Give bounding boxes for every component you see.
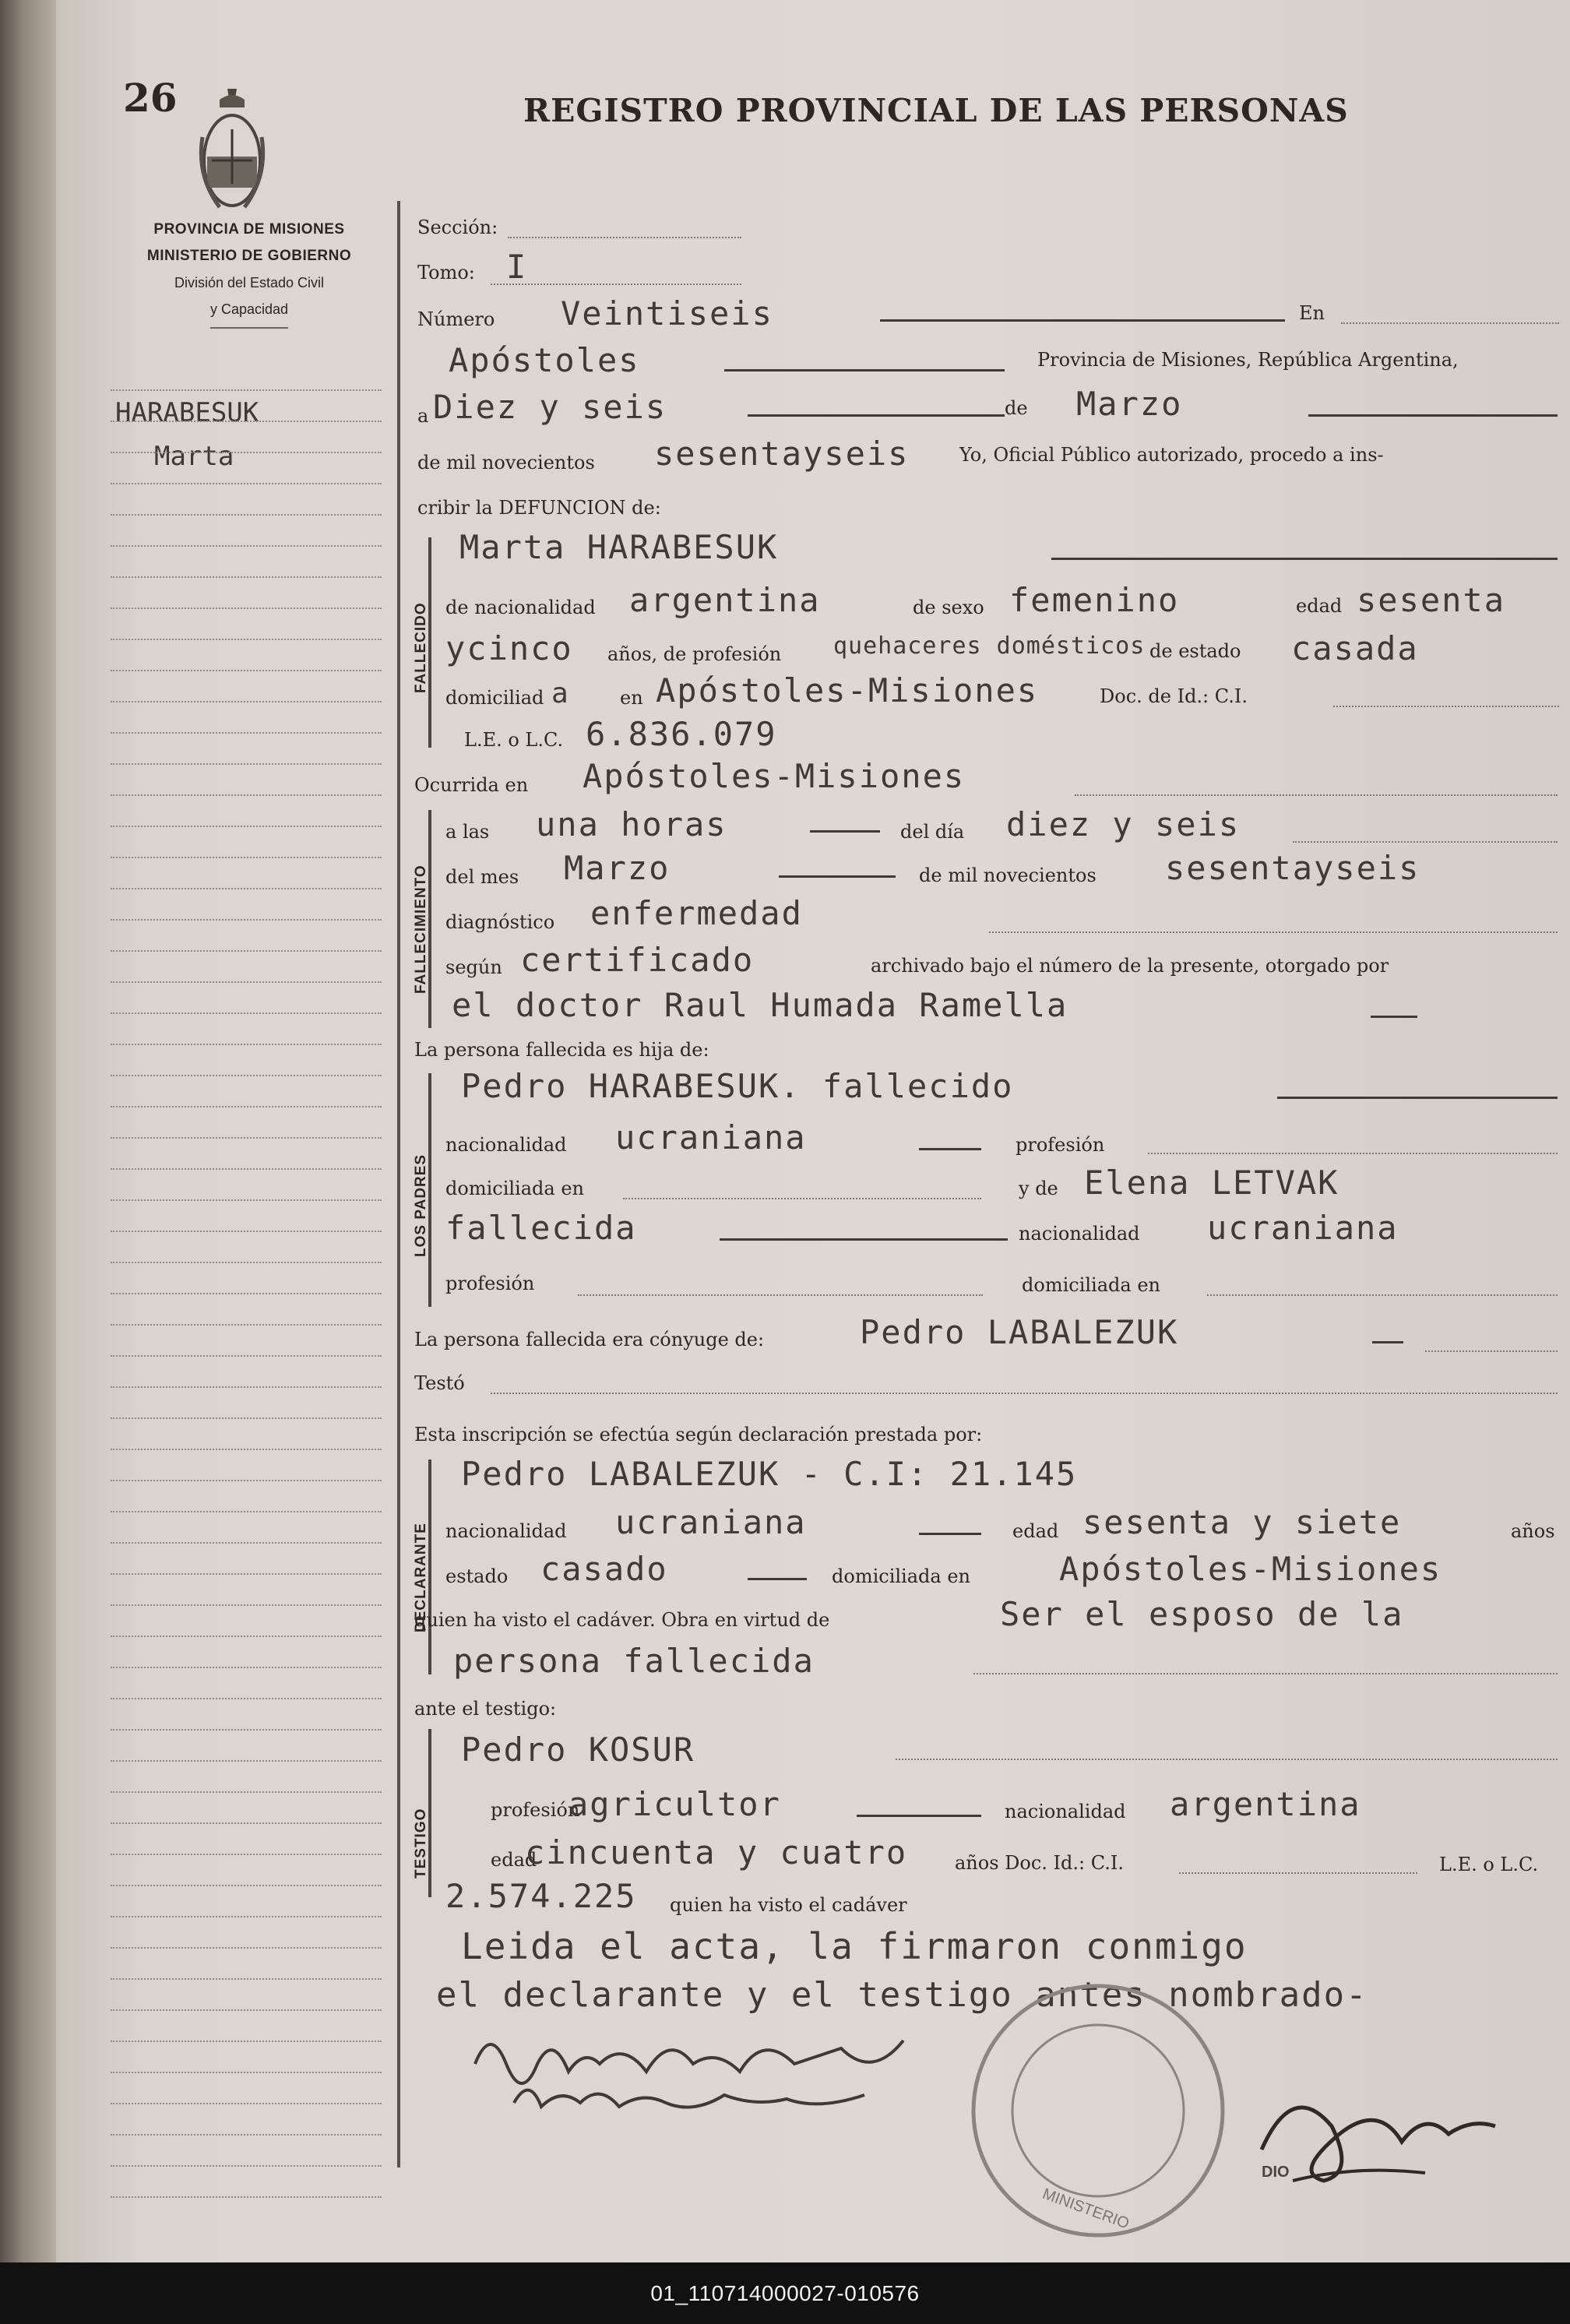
- issuer-division: División del Estado Civil: [174, 275, 325, 290]
- margin-ledger-line: [111, 1760, 382, 1762]
- numero-value: Veintiseis: [561, 294, 773, 333]
- madre-profesion-line: [578, 1294, 983, 1296]
- fallecido-domiciliado-label: domiciliad: [445, 687, 544, 709]
- fallecido-le-value: 6.836.079: [586, 715, 777, 753]
- margin-ledger-line: [111, 701, 382, 702]
- padre-nacionalidad-dash: [919, 1148, 981, 1150]
- testigo-le-label: L.E. o L.C.: [1439, 1854, 1539, 1875]
- issuer-block: [109, 217, 389, 329]
- margin-ledger-line: [111, 1355, 382, 1357]
- a-label: a: [417, 405, 429, 427]
- margin-ledger-line: [111, 950, 382, 952]
- margin-ledger-line: [111, 919, 382, 921]
- fallecido-sexo: femenino: [1009, 581, 1180, 619]
- margin-ledger-line: [111, 2134, 382, 2136]
- testigo-profesion: agricultor: [569, 1785, 781, 1823]
- margin-ledger-line: [111, 1262, 382, 1263]
- fallecido-section-label: FALLECIDO: [413, 602, 429, 693]
- margin-ledger-line: [111, 2009, 382, 2011]
- fallecimiento-section-label: FALLECIMIENTO: [413, 864, 429, 994]
- tomo-label: Tomo:: [417, 262, 475, 283]
- fallecido-edad-label: edad: [1296, 595, 1343, 617]
- declarante-virtud-1: Ser el esposo de la: [1000, 1595, 1404, 1633]
- diagnostico-line: [989, 931, 1558, 933]
- testigo-section-label: TESTIGO: [413, 1808, 429, 1879]
- fallecido-anios-label: años, de profesión: [607, 643, 782, 665]
- margin-divider: [397, 201, 400, 2167]
- margin-ledger-line: [111, 2103, 382, 2104]
- madre-nacionalidad-label: nacionalidad: [1019, 1223, 1140, 1245]
- declarante-nacionalidad: ucraniana: [615, 1503, 807, 1541]
- conyuge-line: [1425, 1350, 1558, 1352]
- margin-ledger-line: [111, 1324, 382, 1326]
- declarante-anios-label: años: [1511, 1520, 1555, 1542]
- margin-ledger-line: [111, 1106, 382, 1107]
- seccion-label: Sección:: [417, 217, 498, 238]
- margin-ledger-line: [111, 1604, 382, 1606]
- margin-ledger-line: [111, 2041, 382, 2042]
- oficial-text: Yo, Oficial Público autorizado, procedo a ins-: [959, 444, 1384, 466]
- declarante-intro: Esta inscripción se efectúa según declaración prestada por:: [414, 1424, 983, 1445]
- fallecido-nacionalidad: argentina: [629, 581, 821, 619]
- testigo-signature: [506, 2072, 880, 2126]
- fallecido-profesion: quehaceres domésticos: [833, 632, 1146, 660]
- margin-ledger-line: [111, 1885, 382, 1886]
- en-label: En: [1299, 302, 1325, 324]
- numero-label: Número: [417, 308, 495, 330]
- svg-text:MINISTERIO: MINISTERIO: [1040, 2185, 1132, 2233]
- margin-ledger-line: [111, 794, 382, 796]
- padres-intro: La persona fallecida es hija de:: [414, 1039, 709, 1061]
- testigo-anios-doc-label: años Doc. Id.: C.I.: [955, 1852, 1124, 1874]
- coat-of-arms-icon: [196, 83, 268, 220]
- margin-ledger-line: [111, 1199, 382, 1201]
- fallecido-domiciliado-suffix: a: [551, 678, 569, 710]
- mil-label-fallecimiento: de mil novecientos: [919, 864, 1097, 886]
- margin-ledger-line: [111, 732, 382, 734]
- margin-ledger-line: [111, 1542, 382, 1544]
- ocurrida-line: [1075, 794, 1558, 796]
- anio-value: sesentayseis: [654, 435, 910, 473]
- margin-ledger-line: [111, 1698, 382, 1699]
- margin-ledger-line: [111, 1480, 382, 1481]
- margin-ledger-line: [111, 1417, 382, 1419]
- margin-ledger-line: [111, 1044, 382, 1045]
- margin-ledger-line: [111, 452, 382, 453]
- official-stamp: [958, 1978, 1238, 2243]
- padre-nombre-dash: [1277, 1097, 1558, 1099]
- margin-ledger-line: [111, 1854, 382, 1855]
- fallecido-estado-label: de estado: [1149, 640, 1241, 662]
- dia-value: Diez y seis: [433, 388, 667, 426]
- margin-ledger-line: [111, 1791, 382, 1793]
- margin-given-name: Marta: [154, 441, 234, 472]
- declarante-estado-label: estado: [445, 1565, 509, 1587]
- margin-ledger-line: [111, 1386, 382, 1388]
- testigo-le-value: 2.574.225: [445, 1877, 637, 1915]
- medico-dash: [1371, 1016, 1417, 1018]
- margin-ledger-line: [111, 545, 382, 547]
- padre-profesion-line: [1148, 1153, 1558, 1154]
- mes-value: Marzo: [1076, 385, 1183, 423]
- segun-label: según: [445, 956, 502, 978]
- margin-ledger-line: [111, 639, 382, 640]
- dia-line: [1293, 841, 1558, 843]
- madre-nacionalidad: ucraniana: [1207, 1209, 1399, 1247]
- margin-ledger-line: [111, 1667, 382, 1668]
- declarante-edad-label: edad: [1012, 1520, 1059, 1542]
- fallecido-edad-1: sesenta: [1357, 581, 1506, 619]
- register-page: [56, 0, 1570, 2262]
- margin-ledger-line: [111, 514, 382, 516]
- testigo-nombre-line: [896, 1759, 1558, 1760]
- margin-ledger-line: [111, 1822, 382, 1824]
- seccion-field-line: [508, 237, 741, 238]
- margin-ledger-line: [111, 888, 382, 889]
- y-de-label: y de: [1019, 1178, 1058, 1199]
- inscribir-text: cribir la DEFUNCION de:: [417, 497, 661, 519]
- madre-estado-dash: [720, 1238, 1008, 1241]
- fallecido-nombre: Marta HARABESUK: [459, 528, 779, 566]
- padre-domicilio-line: [623, 1198, 981, 1199]
- tomo-field-line: [491, 283, 741, 285]
- margin-ledger-line: [111, 826, 382, 827]
- margin-ledger-line: [111, 763, 382, 765]
- madre-profesion-label: profesión: [445, 1273, 535, 1294]
- margin-ledger-line: [111, 1947, 382, 1949]
- conyuge-nombre: Pedro LABALEZUK: [860, 1313, 1179, 1351]
- margin-ledger-line: [111, 2196, 382, 2198]
- madre-estado: fallecida: [445, 1209, 637, 1247]
- margin-ledger-line: [111, 389, 382, 391]
- declarante-obra-text: quien ha visto el cadáver. Obra en virtud de: [414, 1609, 830, 1631]
- madre-domiciliada-label: domiciliada en: [1022, 1274, 1160, 1296]
- declarante-domiciliada-label: domiciliada en: [832, 1565, 970, 1587]
- stamp-fragment: DIO: [1262, 2164, 1290, 2181]
- declarante-section-label: DECLARANTE: [413, 1523, 429, 1632]
- margin-ledger-line: [111, 857, 382, 858]
- testo-line: [491, 1393, 1558, 1394]
- fallecido-sexo-label: de sexo: [913, 597, 984, 618]
- margin-ledger-line: [111, 1511, 382, 1512]
- cierre-linea-2: el declarante y el testigo antes nombrado-: [436, 1975, 1368, 2015]
- declarante-edad: sesenta y siete: [1082, 1503, 1402, 1541]
- mes-value-fallecimiento: Marzo: [564, 849, 671, 887]
- margin-ledger-line: [111, 1573, 382, 1575]
- image-id-footer: 01_110714000027-010576: [0, 2262, 1570, 2324]
- margin-ledger-line: [111, 1075, 382, 1076]
- margin-ledger-line: [111, 1168, 382, 1170]
- tomo-value: I: [506, 248, 528, 286]
- testigo-nombre: Pedro KOSUR: [461, 1731, 695, 1769]
- margin-ledger-line: [111, 670, 382, 671]
- declarante-nombre: Pedro LABALEZUK - C.I: 21.145: [461, 1455, 1078, 1493]
- testigo-nacionalidad: argentina: [1170, 1785, 1361, 1823]
- padre-profesion-label: profesión: [1016, 1134, 1105, 1156]
- conyuge-label: La persona fallecida era cónyuge de:: [414, 1329, 765, 1350]
- hora-dash: [810, 830, 880, 833]
- dia-value-fallecimiento: diez y seis: [1006, 805, 1241, 843]
- archivado-text: archivado bajo el número de la presente, otorgado por: [871, 955, 1389, 977]
- segun-value: certificado: [520, 941, 755, 979]
- margin-ledger-line: [111, 421, 382, 422]
- mes-label: del mes: [445, 866, 519, 888]
- margin-ledger-line: [111, 576, 382, 578]
- diagnostico-label: diagnóstico: [445, 911, 555, 933]
- testigo-ci-line: [1179, 1872, 1417, 1874]
- lugar-fill-dash: [724, 369, 1005, 371]
- margin-ledger-line: [111, 2165, 382, 2167]
- fallecido-le-label: L.E. o L.C.: [464, 729, 564, 751]
- testigo-profesion-label: profesión: [491, 1799, 580, 1821]
- margin-ledger-line: [111, 1916, 382, 1917]
- margin-ledger-line: [111, 1978, 382, 1980]
- issuer-rule: [210, 327, 288, 329]
- testigo-profesion-dash: [857, 1815, 981, 1817]
- testigo-intro: ante el testigo:: [414, 1698, 557, 1720]
- testigo-edad-label: edad: [491, 1849, 537, 1871]
- margin-surname: HARABESUK: [115, 397, 259, 428]
- fallecido-domicilio: Apóstoles-Misiones: [656, 671, 1039, 710]
- declarante-nacionalidad-dash: [919, 1533, 981, 1535]
- declarante-virtud-line: [973, 1673, 1558, 1674]
- margin-ledger-line: [111, 2072, 382, 2073]
- margin-ledger-line: [111, 607, 382, 609]
- padre-nombre: Pedro HARABESUK. fallecido: [461, 1067, 1014, 1105]
- testigo-nacionalidad-label: nacionalidad: [1005, 1801, 1126, 1822]
- fallecido-nacionalidad-label: de nacionalidad: [445, 597, 596, 618]
- ocurrida-label: Ocurrida en: [414, 774, 529, 796]
- fallecido-edad-2: ycinco: [445, 629, 573, 667]
- declarante-virtud-2: persona fallecida: [453, 1642, 815, 1680]
- declarante-nacionalidad-label: nacionalidad: [445, 1520, 567, 1542]
- declarante-estado: casado: [540, 1550, 668, 1588]
- margin-ledger-line: [111, 1293, 382, 1294]
- margin-ledger-line: [111, 1636, 382, 1637]
- de-label: de: [1005, 397, 1028, 419]
- register-title: REGISTRO PROVINCIAL DE LAS PERSONAS: [523, 92, 1349, 129]
- provincia-text: Provincia de Misiones, República Argentina,: [1037, 349, 1459, 371]
- hora-value: una horas: [536, 805, 727, 843]
- cierre-linea-1: Leida el acta, la firmaron conmigo: [461, 1925, 1248, 1967]
- padre-domiciliada-label: domiciliada en: [445, 1178, 584, 1199]
- declarante-domicilio: Apóstoles-Misiones: [1059, 1550, 1442, 1588]
- medico-value: el doctor Raul Humada Ramella: [452, 986, 1068, 1024]
- issuer-capacity: y Capacidad: [209, 301, 289, 317]
- page-number: 26: [123, 75, 178, 121]
- madre-nombre: Elena LETVAK: [1084, 1164, 1339, 1202]
- issuer-ministry: MINISTERIO DE GOBIERNO: [146, 248, 352, 264]
- en-field-line: [1341, 322, 1559, 324]
- testigo-edad: cincuenta y cuatro: [525, 1833, 908, 1872]
- conyuge-dash: [1372, 1341, 1403, 1343]
- book-spine: [0, 0, 56, 2262]
- mil-label: de mil novecientos: [417, 452, 595, 474]
- fallecido-ci-line: [1333, 706, 1559, 707]
- ocurrida-value: Apóstoles-Misiones: [583, 757, 966, 795]
- anio-value-fallecimiento: sesentayseis: [1165, 849, 1420, 887]
- margin-ledger-line: [111, 1137, 382, 1139]
- margin-ledger-line: [111, 483, 382, 484]
- fallecido-doc-label: Doc. de Id.: C.I.: [1100, 685, 1248, 707]
- testigo-visto-label: quien ha visto el cadáver: [670, 1894, 907, 1916]
- fallecido-en-label: en: [620, 687, 643, 709]
- padre-nacionalidad: ucraniana: [615, 1118, 807, 1157]
- padre-nacionalidad-label: nacionalidad: [445, 1134, 567, 1156]
- testo-label: Testó: [414, 1372, 465, 1394]
- madre-domicilio-line: [1207, 1294, 1558, 1296]
- fallecido-nombre-dash: [1051, 558, 1558, 560]
- lugar-value: Apóstoles: [449, 341, 640, 379]
- margin-ledger-line: [111, 1449, 382, 1450]
- numero-fill-dash: [880, 319, 1285, 322]
- issuer-province: PROVINCIA DE MISIONES: [153, 221, 345, 238]
- a-las-label: a las: [445, 821, 490, 843]
- mes-fill-dash: [1308, 414, 1558, 417]
- dia-fill-dash: [748, 414, 1005, 417]
- margin-ledger-line: [111, 1231, 382, 1232]
- fallecido-estado: casada: [1291, 629, 1419, 667]
- dia-label: del día: [900, 821, 965, 843]
- padres-section-label: LOS PADRES: [413, 1153, 429, 1257]
- mes-dash: [779, 875, 896, 878]
- diagnostico-value: enfermedad: [590, 894, 803, 932]
- margin-ledger-line: [111, 1012, 382, 1014]
- declarante-estado-dash: [748, 1578, 807, 1580]
- margin-ledger-line: [111, 1729, 382, 1731]
- margin-ledger-line: [111, 981, 382, 983]
